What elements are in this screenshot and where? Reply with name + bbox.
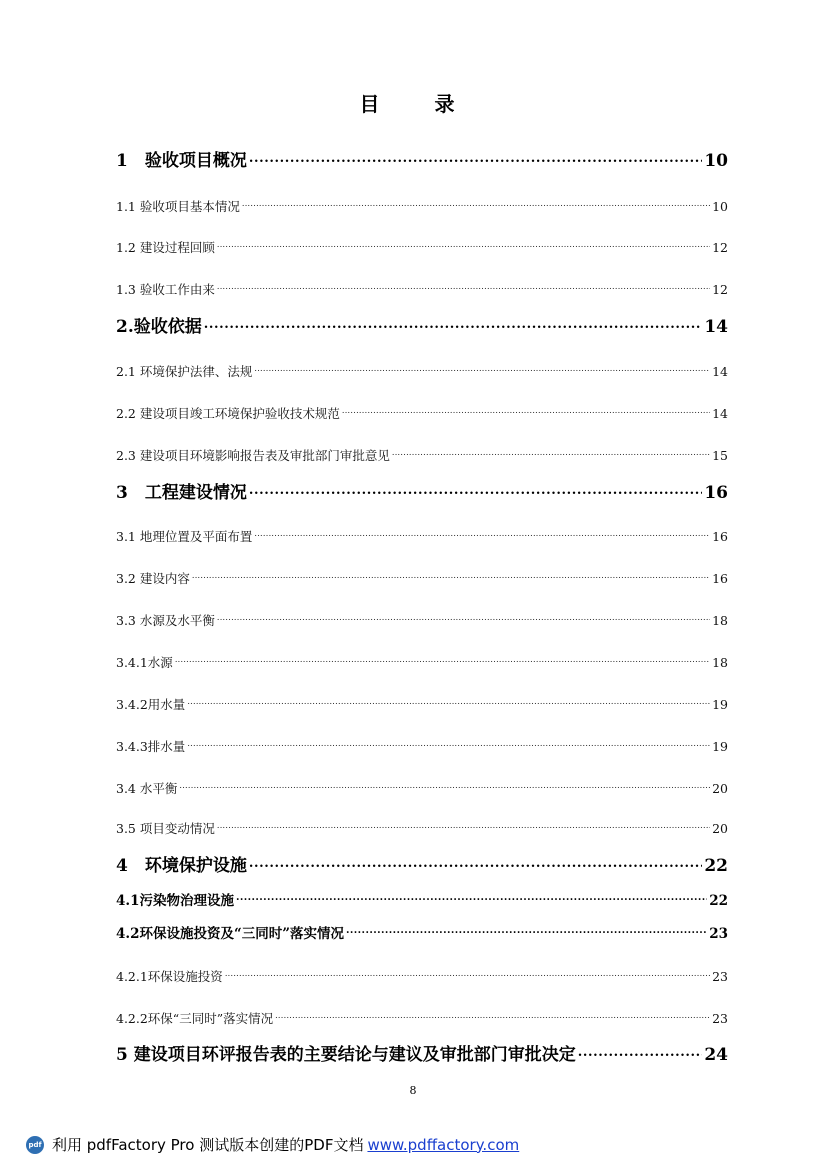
watermark-text: 利用 pdfFactory Pro 测试版本创建的PDF文档	[52, 1136, 364, 1154]
dot-leader	[275, 1012, 710, 1028]
toc-entry-page: 22	[709, 893, 728, 909]
toc-entry-label: 2.验收依据	[116, 317, 202, 337]
dot-leader	[346, 926, 707, 944]
toc-entry-page: 19	[712, 739, 728, 754]
dot-leader	[187, 740, 710, 756]
pdf-logo-icon: pdf	[26, 1136, 44, 1154]
toc-entry-label: 3.5 项目变动情况	[116, 821, 215, 836]
toc-entry-page: 14	[712, 406, 728, 421]
dot-leader	[217, 283, 710, 299]
dot-leader	[236, 893, 707, 911]
toc-entry-label: 3.2 建设内容	[116, 571, 190, 586]
toc-entry-label: 2.2 建设项目竣工环境保护验收技术规范	[116, 406, 340, 421]
toc-entry-page: 16	[712, 529, 728, 544]
toc-entry[interactable]	[116, 968, 728, 986]
toc-entry[interactable]	[116, 528, 728, 546]
toc-entry[interactable]	[116, 820, 728, 838]
toc-entry-page: 23	[712, 969, 728, 984]
toc-entry[interactable]	[116, 612, 728, 630]
dot-leader	[192, 572, 710, 588]
dot-leader	[254, 530, 710, 546]
toc-entry-label: 1.1 验收项目基本情况	[116, 199, 240, 214]
page-number: 8	[409, 1084, 417, 1097]
dot-leader	[187, 698, 710, 714]
toc-entry[interactable]	[116, 924, 728, 944]
toc-entry[interactable]	[116, 363, 728, 381]
toc-entry-label: 3 工程建设情况	[116, 483, 247, 503]
toc-entry-page: 14	[704, 317, 728, 337]
toc-entry-label: 3.4.1水源	[116, 655, 173, 670]
toc-entry[interactable]	[116, 891, 728, 911]
dot-leader	[578, 1047, 703, 1067]
toc-entry-label: 3.3 水源及水平衡	[116, 613, 215, 628]
toc-entry[interactable]	[116, 149, 728, 173]
toc-entry-page: 15	[712, 448, 728, 463]
dot-leader	[179, 782, 710, 798]
toc-entry-page: 24	[704, 1045, 728, 1065]
dot-leader	[249, 485, 702, 505]
page-title: 目 录	[359, 92, 479, 116]
toc-entry[interactable]	[116, 854, 728, 878]
toc-entry-label: 4.1污染物治理设施	[116, 893, 234, 909]
toc-entry[interactable]	[116, 315, 728, 339]
toc-entry[interactable]	[116, 198, 728, 216]
toc-entry[interactable]	[116, 696, 728, 714]
toc-entry-page: 16	[704, 483, 728, 503]
toc-entry-label: 2.3 建设项目环境影响报告表及审批部门审批意见	[116, 448, 390, 463]
toc-entry-page: 23	[709, 926, 728, 942]
toc-entry-label: 4.2.1环保设施投资	[116, 969, 223, 984]
toc-entry-label: 1.2 建设过程回顾	[116, 240, 215, 255]
dot-leader	[217, 614, 710, 630]
toc-entry-page: 10	[704, 151, 728, 171]
toc-entry[interactable]	[116, 239, 728, 257]
toc-entry-page: 20	[712, 821, 728, 836]
toc-entry-page: 23	[712, 1011, 728, 1026]
toc-entry-page: 10	[712, 199, 728, 214]
toc-entry-page: 20	[712, 781, 728, 796]
toc-entry[interactable]	[116, 447, 728, 465]
toc-entry-page: 12	[712, 282, 728, 297]
toc-entry[interactable]	[116, 654, 728, 672]
toc-entry[interactable]	[116, 570, 728, 588]
dot-leader	[217, 241, 710, 257]
dot-leader	[392, 449, 710, 465]
toc-entry[interactable]	[116, 1043, 728, 1067]
toc-entry-label: 3.4.2用水量	[116, 697, 186, 712]
toc-entry-page: 18	[712, 655, 728, 670]
toc-entry[interactable]	[116, 738, 728, 756]
toc-entry[interactable]	[116, 1010, 728, 1028]
toc-entry-page: 19	[712, 697, 728, 712]
toc-entry[interactable]	[116, 780, 728, 798]
toc-entry-label: 3.4.3排水量	[116, 739, 186, 754]
toc-entry-label: 1 验收项目概况	[116, 151, 247, 171]
toc-entry-page: 22	[704, 856, 728, 876]
toc-entry-page: 16	[712, 571, 728, 586]
dot-leader	[342, 407, 710, 423]
watermark-link[interactable]: www.pdffactory.com	[367, 1135, 520, 1154]
toc-entry-label: 5 建设项目环评报告表的主要结论与建议及审批部门审批决定	[116, 1045, 576, 1065]
dot-leader	[249, 153, 702, 173]
toc-entry-page: 12	[712, 240, 728, 255]
toc-entry-label: 3.4 水平衡	[116, 781, 178, 796]
toc-entry-label: 4 环境保护设施	[116, 856, 247, 876]
toc-entry-page: 14	[712, 364, 728, 379]
toc-entry-label: 1.3 验收工作由来	[116, 282, 215, 297]
dot-leader	[242, 200, 710, 216]
toc-entry[interactable]	[116, 405, 728, 423]
dot-leader	[204, 319, 703, 339]
toc-entry-label: 2.1 环境保护法律、法规	[116, 364, 253, 379]
dot-leader	[249, 858, 702, 878]
toc-entry[interactable]	[116, 281, 728, 299]
dot-leader	[175, 656, 710, 672]
dot-leader	[217, 822, 710, 838]
toc-entry-label: 4.2.2环保“三同时”落实情况	[116, 1011, 274, 1026]
toc-entry-label: 3.1 地理位置及平面布置	[116, 529, 253, 544]
dot-leader	[225, 970, 710, 986]
pdffactory-watermark	[26, 1134, 519, 1155]
toc-entry[interactable]	[116, 481, 728, 505]
dot-leader	[254, 365, 710, 381]
toc-entry-page: 18	[712, 613, 728, 628]
toc-entry-label: 4.2环保设施投资及“三同时”落实情况	[116, 926, 345, 942]
